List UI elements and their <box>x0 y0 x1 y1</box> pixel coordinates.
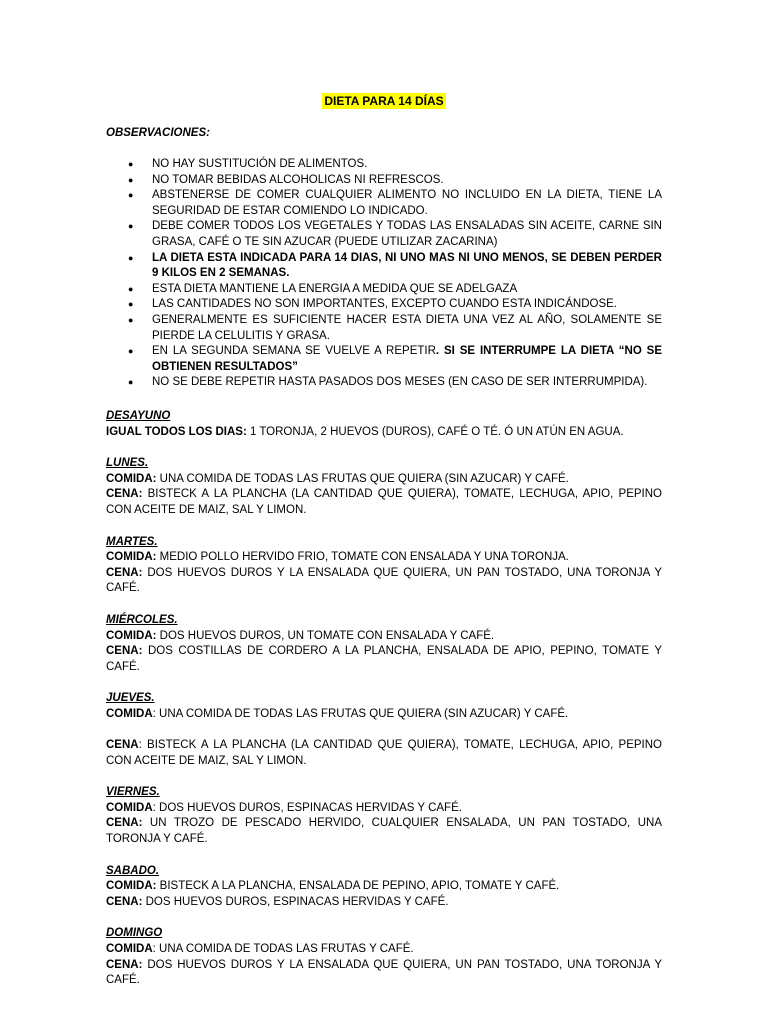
section-title: MARTES. <box>106 535 158 548</box>
section-title: DESAYUNO <box>106 410 171 422</box>
bullet-icon: ● <box>128 299 134 310</box>
cena-line: CENA: DOS HUEVOS DUROS, ESPINACAS HERVIDAS Y CAFÉ. <box>106 895 449 908</box>
observation-item: ● DEBE COMER TODOS LOS VEGETALES Y TODAS LAS ENSALADAS SIN ACEITE, CARNE SIN GRASA, CAFÉ O TE SIN AZUCAR (PUEDE UTILIZAR ZACARINA) <box>128 220 662 248</box>
section-martes <box>106 535 662 597</box>
bullet-icon: ● <box>128 283 134 294</box>
bullet-icon: ● <box>128 346 134 357</box>
section-desayuno <box>106 409 662 440</box>
bullet-icon: ● <box>128 190 134 201</box>
section-domingo <box>106 926 662 988</box>
observation-item: ● NO HAY SUSTITUCIÓN DE ALIMENTOS. <box>106 157 662 173</box>
meal-sections <box>106 409 662 1005</box>
section-title: VIERNES. <box>106 786 160 799</box>
observation-item: ● EN LA SEGUNDA SEMANA SE VUELVE A REPETIR. SI SE INTERRUMPE LA DIETA “NO SE OBTIENEN RESULTADOS” <box>128 345 662 373</box>
cena-line: CENA: DOS HUEVOS DUROS Y LA ENSALADA QUE QUIERA, UN PAN TOSTADO, UNA TORONJA Y CAFÉ. <box>106 958 662 987</box>
observation-item: ● NO TOMAR BEBIDAS ALCOHOLICAS NI REFRESCOS. <box>106 173 662 189</box>
section-miercoles <box>106 613 662 675</box>
section-sabado <box>106 864 662 911</box>
bullet-icon: ● <box>128 159 134 169</box>
observations-heading: OBSERVACIONES: <box>106 127 210 139</box>
cena-line: CENA: DOS HUEVOS DUROS Y LA ENSALADA QUE QUIERA, UN PAN TOSTADO, UNA TORONJA Y CAFÉ. <box>106 566 662 595</box>
observation-item: ● NO SE DEBE REPETIR HASTA PASADOS DOS MESES (EN CASO DE SER INTERRUMPIDA). <box>106 375 662 391</box>
section-title: MIÉRCOLES. <box>106 613 178 626</box>
section-title: DOMINGO <box>106 927 163 940</box>
bullet-icon: ● <box>128 221 134 232</box>
bullet-icon: ● <box>128 174 134 185</box>
desayuno-line: IGUAL TODOS LOS DIAS: 1 TORONJA, 2 HUEVOS (DUROS), CAFÉ O TÉ. Ó UN ATÚN EN AGUA. <box>106 425 624 438</box>
section-lunes <box>106 456 662 518</box>
section-title: SABADO. <box>106 864 160 877</box>
comida-line: COMIDA: BISTECK A LA PLANCHA, ENSALADA DE PEPINO, APIO, TOMATE Y CAFÉ. <box>106 880 560 893</box>
comida-line: COMIDA: UNA COMIDA DE TODAS LAS FRUTAS QUE QUIERA (SIN AZUCAR) Y CAFÉ. <box>106 472 569 485</box>
observation-item: ● ABSTENERSE DE COMER CUALQUIER ALIMENTO NO INCLUIDO EN LA DIETA, TIENE LA SEGURIDAD DE ESTAR COMIENDO LO INDICADO. <box>128 189 662 217</box>
comida-line: COMIDA: UNA COMIDA DE TODAS LAS FRUTAS QUE QUIERA (SIN AZUCAR) Y CAFÉ. <box>106 707 569 720</box>
title-wrap <box>106 93 662 111</box>
bullet-icon: ● <box>128 314 134 325</box>
observation-item: ● ESTA DIETA MANTIENE LA ENERGIA A MEDIDA QUE SE ADELGAZA <box>106 282 662 298</box>
cena-line: CENA: UN TROZO DE PESCADO HERVIDO, CUALQUIER ENSALADA, UN PAN TOSTADO, UNA TORONJA Y CAFÉ. <box>106 817 662 846</box>
spacer <box>106 723 662 739</box>
document-title: DIETA PARA 14 DÍAS <box>324 94 444 108</box>
observation-item: ● LAS CANTIDADES NO SON IMPORTANTES, EXCEPTO CUANDO ESTA INDICÁNDOSE. <box>106 297 662 313</box>
bullet-icon: ● <box>128 377 134 388</box>
section-jueves <box>106 691 662 769</box>
section-title: LUNES. <box>106 457 149 470</box>
observation-item: ● GENERALMENTE ES SUFICIENTE HACER ESTA DIETA UNA VEZ AL AÑO, SOLAMENTE SE PIERDE LA CELULITIS Y GRASA. <box>128 313 662 342</box>
section-title: JUEVES. <box>106 692 155 705</box>
cena-line: CENA: DOS COSTILLAS DE CORDERO A LA PLANCHA, ENSALADA DE APIO, PEPINO, TOMATE Y CAFÉ. <box>106 645 662 673</box>
comida-line: COMIDA: DOS HUEVOS DUROS, ESPINACAS HERVIDAS Y CAFÉ. <box>106 801 462 814</box>
comida-line: COMIDA: UNA COMIDA DE TODAS LAS FRUTAS Y CAFÉ. <box>106 943 414 956</box>
observations-list <box>106 157 662 391</box>
observation-item: ● LA DIETA ESTA INDICADA PARA 14 DIAS, NI UNO MAS NI UNO MENOS, SE DEBEN PERDER 9 KILOS EN 2 SEMANAS. <box>128 251 662 280</box>
section-viernes <box>106 785 662 847</box>
comida-line: COMIDA: MEDIO POLLO HERVIDO FRIO, TOMATE CON ENSALADA Y UNA TORONJA. <box>106 551 569 564</box>
cena-line: CENA: BISTECK A LA PLANCHA (LA CANTIDAD QUE QUIERA), TOMATE, LECHUGA, APIO, PEPINO CON ACEITE DE MAIZ, SAL Y LIMON. <box>106 739 662 767</box>
bullet-icon: ● <box>128 252 134 263</box>
comida-line: COMIDA: DOS HUEVOS DUROS, UN TOMATE CON ENSALADA Y CAFÉ. <box>106 629 495 642</box>
cena-line: CENA: BISTECK A LA PLANCHA (LA CANTIDAD QUE QUIERA), TOMATE, LECHUGA, APIO, PEPINO CON ACEITE DE MAIZ, SAL Y LIMON. <box>106 488 662 516</box>
